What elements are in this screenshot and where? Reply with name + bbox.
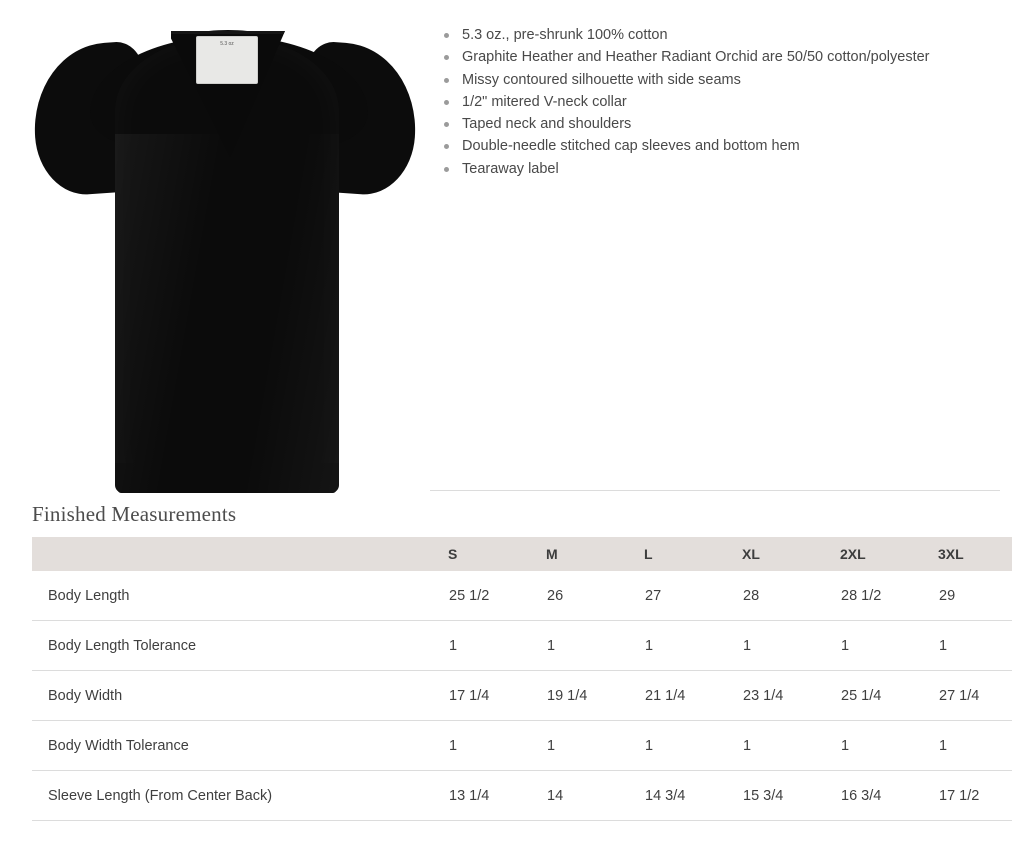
feature-list xyxy=(438,24,994,180)
table-header-row xyxy=(32,537,1012,571)
list-item: Missy contoured silhouette with side seams xyxy=(438,69,994,91)
list-item: Double-needle stitched cap sleeves and bottom hem xyxy=(438,135,994,157)
column-header-m: M xyxy=(546,537,644,571)
cell-xl: 23 1/4 xyxy=(742,671,840,721)
cell-s: 1 xyxy=(448,721,546,771)
cell-2xl: 1 xyxy=(840,721,938,771)
row-label: Body Length Tolerance xyxy=(32,621,448,671)
neck-label: 5.3 oz xyxy=(196,36,258,84)
cell-2xl: 16 3/4 xyxy=(840,771,938,821)
column-header-2xl: 2XL xyxy=(840,537,938,571)
table-row xyxy=(32,571,1012,621)
cell-3xl: 1 xyxy=(938,721,1012,771)
size-chart-table xyxy=(32,537,1012,821)
page-title: Finished Measurements xyxy=(32,502,237,526)
product-image xyxy=(0,0,430,500)
cell-xl: 28 xyxy=(742,571,840,621)
column-header-l: L xyxy=(644,537,742,571)
cell-l: 1 xyxy=(644,721,742,771)
column-header-measurement xyxy=(32,537,448,571)
cell-s: 17 1/4 xyxy=(448,671,546,721)
table-body xyxy=(32,571,1012,821)
cell-2xl: 28 1/2 xyxy=(840,571,938,621)
cell-m: 26 xyxy=(546,571,644,621)
cell-xl: 1 xyxy=(742,721,840,771)
table-row xyxy=(32,671,1012,721)
cell-m: 14 xyxy=(546,771,644,821)
cell-m: 1 xyxy=(546,621,644,671)
list-item: 1/2" mitered V-neck collar xyxy=(438,91,994,113)
cell-s: 25 1/2 xyxy=(448,571,546,621)
cell-3xl: 27 1/4 xyxy=(938,671,1012,721)
table-row xyxy=(32,771,1012,821)
cell-l: 1 xyxy=(644,621,742,671)
cell-m: 19 1/4 xyxy=(546,671,644,721)
list-item: 5.3 oz., pre-shrunk 100% cotton xyxy=(438,24,994,46)
row-label: Body Length xyxy=(32,571,448,621)
list-item: Taped neck and shoulders xyxy=(438,113,994,135)
cell-2xl: 25 1/4 xyxy=(840,671,938,721)
row-label: Sleeve Length (From Center Back) xyxy=(32,771,448,821)
cell-l: 14 3/4 xyxy=(644,771,742,821)
tshirt-illustration xyxy=(38,14,412,486)
table-row xyxy=(32,721,1012,771)
cell-3xl: 1 xyxy=(938,621,1012,671)
cell-m: 1 xyxy=(546,721,644,771)
cell-l: 27 xyxy=(644,571,742,621)
finished-measurements-section xyxy=(0,490,1012,821)
cell-s: 1 xyxy=(448,621,546,671)
column-header-s: S xyxy=(448,537,546,571)
list-item: Tearaway label xyxy=(438,158,994,180)
cell-xl: 15 3/4 xyxy=(742,771,840,821)
column-header-xl: XL xyxy=(742,537,840,571)
cell-xl: 1 xyxy=(742,621,840,671)
cell-s: 13 1/4 xyxy=(448,771,546,821)
cell-3xl: 17 1/2 xyxy=(938,771,1012,821)
column-header-3xl: 3XL xyxy=(938,537,1012,571)
cell-l: 21 1/4 xyxy=(644,671,742,721)
list-item: Graphite Heather and Heather Radiant Orchid are 50/50 cotton/polyester xyxy=(438,46,994,68)
cell-2xl: 1 xyxy=(840,621,938,671)
row-label: Body Width Tolerance xyxy=(32,721,448,771)
cell-3xl: 29 xyxy=(938,571,1012,621)
table-row xyxy=(32,621,1012,671)
feature-list-section xyxy=(430,0,1012,180)
table-header xyxy=(32,537,1012,571)
row-label: Body Width xyxy=(32,671,448,721)
